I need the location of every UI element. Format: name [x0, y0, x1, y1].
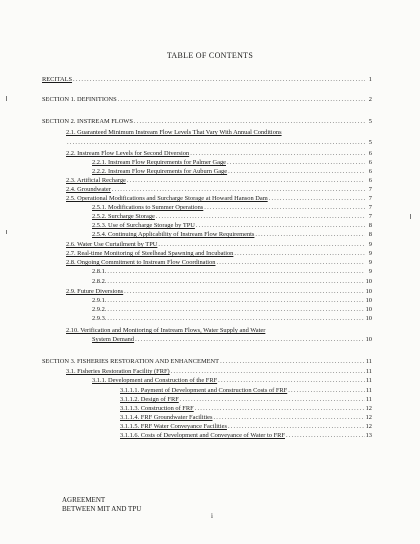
toc-entry-page: 10: [365, 278, 372, 285]
toc-entry: [66, 177, 372, 185]
toc-entry: [66, 368, 372, 376]
toc-entry-label: 3.1.1.5. FRF Water Conveyance Facilities: [120, 423, 227, 430]
toc-entry: [92, 231, 372, 239]
toc-entry-page: 7: [368, 213, 372, 220]
toc-entry: [66, 327, 372, 335]
toc-entry-label: SECTION 3. FISHERIES RESTORATION AND ENHANCEMENT: [42, 358, 220, 365]
toc-entry-page: 11: [365, 396, 372, 403]
toc-entry-page: 9: [368, 268, 372, 275]
toc-entry-page: 12: [365, 405, 372, 412]
toc-entry: [92, 278, 372, 286]
toc-entry-page: 6: [368, 168, 372, 175]
dot-leader: [171, 368, 365, 376]
toc-entry: [66, 241, 372, 249]
toc-entry-page: 11: [365, 358, 372, 365]
toc-entry-label: 2.6. Water Use Curtailment by TPU: [66, 241, 158, 248]
toc-entry: [42, 118, 372, 126]
toc-entry-page: 5: [368, 139, 372, 146]
toc-entry-page: 7: [368, 186, 372, 193]
toc-entry: [92, 377, 372, 385]
dot-leader: [158, 241, 365, 249]
toc-entry-label: 3.1.1. Development and Construction of the FRF: [92, 377, 218, 384]
toc-entry-label: 2.9. Future Diversions: [66, 288, 124, 295]
toc-entry-label: 3.1.1.1. Payment of Development and Construction Costs of FRF: [120, 387, 288, 394]
toc-entry: [92, 213, 372, 221]
toc-entry-label: 2.2. Instream Flow Levels for Second Diversion: [66, 150, 190, 157]
dot-leader: [118, 96, 365, 104]
dot-leader: [67, 139, 365, 147]
toc-entry-label: RECITALS: [42, 76, 73, 83]
toc-entry-page: 2: [368, 96, 372, 103]
toc-entry: [66, 195, 372, 203]
toc-entry: [42, 96, 372, 104]
toc-entry-label: 2.8.1.: [92, 268, 107, 275]
toc-entry: [66, 139, 372, 147]
toc-entry-label: SECTION 2. INSTREAM FLOWS: [42, 118, 133, 125]
dot-leader: [180, 396, 365, 404]
dot-leader: [107, 297, 364, 305]
toc-entry-label: 2.5. Operational Modifications and Surcharge Storage at Howard Hanson Dam: [66, 195, 268, 202]
toc-entry: [120, 423, 372, 431]
dot-leader: [135, 336, 365, 344]
toc-entry: [66, 129, 372, 137]
toc-entry: [92, 268, 372, 276]
toc-entry: [92, 306, 372, 314]
toc-entry-label: 3.1.1.3. Construction of FRF: [120, 405, 194, 412]
toc-entry-page: 10: [365, 306, 372, 313]
dot-leader: [216, 259, 365, 267]
toc-entry-label: 2.3. Artificial Recharge: [66, 177, 126, 184]
toc-entry: [92, 159, 372, 167]
toc-entry-label: 2.9.3.: [92, 315, 107, 322]
toc-entry-page: 5: [368, 118, 372, 125]
scan-edge-mark: [6, 96, 7, 101]
dot-leader: [218, 377, 365, 385]
toc-entry-page: 9: [368, 241, 372, 248]
toc-entry: [92, 204, 372, 212]
toc-entry-page: 11: [365, 377, 372, 384]
toc-entry-label: 2.5.1. Modifications to Summer Operations: [92, 204, 204, 211]
scan-edge-mark: [410, 214, 411, 219]
toc-entry: [120, 396, 372, 404]
toc-entry-label: 2.5.3. Use of Surcharge Storage by TPU: [92, 222, 195, 229]
dot-leader: [156, 213, 365, 221]
toc-entry-page: 11: [365, 387, 372, 394]
toc-entry-label: 3.1.1.6. Costs of Development and Conveyance of Water to FRF: [120, 432, 285, 439]
toc-entry-page: 13: [365, 432, 372, 439]
toc-entry-page: 7: [368, 204, 372, 211]
toc-entry: [92, 336, 372, 344]
toc-entry-page: 9: [368, 250, 372, 257]
toc-entry: [120, 405, 372, 413]
toc-entry-label: 2.2.2. Instream Flow Requirements for Auburn Gage: [92, 168, 228, 175]
dot-leader: [112, 186, 365, 194]
dot-leader: [269, 195, 365, 203]
toc-entry: [66, 250, 372, 258]
toc-entry-page: 12: [365, 423, 372, 430]
toc-entry-page: 6: [368, 150, 372, 157]
toc-entry-page: 10: [365, 336, 372, 343]
toc-entry: [66, 150, 372, 158]
toc-entry-label: 2.9.2.: [92, 306, 107, 313]
toc-entry-label: 2.9.1.: [92, 297, 107, 304]
scan-edge-mark: [6, 230, 7, 234]
toc-entry: [66, 186, 372, 194]
dot-leader: [227, 159, 365, 167]
toc-entry-label: SECTION 1. DEFINITIONS: [42, 96, 117, 103]
toc-entry: [42, 358, 372, 366]
toc-entry-label: 3.1. Fisheries Restoration Facility (FRF): [66, 368, 170, 375]
dot-leader: [107, 268, 365, 276]
toc-entry-page: 8: [368, 222, 372, 229]
page-title: TABLE OF CONTENTS: [166, 51, 254, 60]
toc-entry-label: 3.1.1.4. FRF Groundwater Facilities: [120, 414, 213, 421]
toc-entry-page: 9: [368, 259, 372, 266]
toc-entry-page: 11: [365, 368, 372, 375]
toc-entry-label: System Demand: [92, 336, 135, 343]
dot-leader: [134, 118, 365, 126]
toc-entry-page: 8: [368, 231, 372, 238]
toc-entry: [92, 315, 372, 323]
dot-leader: [107, 315, 364, 323]
toc-entry: [92, 168, 372, 176]
toc-entry-page: 10: [365, 288, 372, 295]
toc-entry-label: 3.1.1.2. Design of FRF: [120, 396, 179, 403]
toc-entry-label: 2.1. Guaranteed Minimum Instream Flow Levels That Vary With Annual Conditions: [66, 129, 282, 136]
dot-leader: [228, 423, 365, 431]
dot-leader: [234, 250, 365, 258]
toc-entry: [66, 288, 372, 296]
toc-entry: [120, 414, 372, 422]
toc-entry-label: 2.5.4. Continuing Applicability of Instream Flow Requirements: [92, 231, 255, 238]
toc-entry-label: 2.8.2.: [92, 278, 107, 285]
dot-leader: [124, 288, 364, 296]
toc-entry-label: 2.8. Ongoing Commitment to Instream Flow Coordination: [66, 259, 216, 266]
dot-leader: [228, 168, 365, 176]
dot-leader: [220, 358, 365, 366]
dot-leader: [73, 76, 365, 84]
toc-entry-label: 2.7. Real-time Monitoring of Steelhead Spawning and Incubation: [66, 250, 234, 257]
toc-entry: [120, 432, 372, 440]
toc-entry: [92, 222, 372, 230]
dot-leader: [286, 432, 365, 440]
toc-entry-label: 2.10. Verification and Monitoring of Instream Flows, Water Supply and Water: [66, 327, 266, 334]
dot-leader: [195, 405, 365, 413]
dot-leader: [107, 278, 364, 286]
toc-entry: [92, 297, 372, 305]
toc-entry-page: 6: [368, 159, 372, 166]
toc-entry-page: 10: [365, 315, 372, 322]
toc-entry-page: 7: [368, 195, 372, 202]
toc-entry: [66, 259, 372, 267]
toc-entry-label: 2.5.2. Surcharge Storage: [92, 213, 155, 220]
toc-entry-label: 2.4. Groundwater: [66, 186, 111, 193]
page-number: i: [211, 512, 213, 520]
footer-line-2: BETWEEN MIT AND TPU: [62, 505, 142, 513]
toc-entry: [120, 387, 372, 395]
dot-leader: [190, 150, 365, 158]
dot-leader: [127, 177, 365, 185]
dot-leader: [196, 222, 365, 230]
toc-entry-page: 6: [368, 177, 372, 184]
toc-entry-page: 1: [368, 76, 372, 83]
dot-leader: [204, 204, 365, 212]
dot-leader: [288, 387, 365, 395]
dot-leader: [107, 306, 364, 314]
toc-entry-label: 2.2.1. Instream Flow Requirements for Palmer Gage: [92, 159, 226, 166]
dot-leader: [255, 231, 365, 239]
toc-entry-page: 10: [365, 297, 372, 304]
dot-leader: [213, 414, 364, 422]
footer-line-1: AGREEMENT: [62, 496, 106, 504]
toc-entry-page: 12: [365, 414, 372, 421]
toc-entry: [42, 76, 372, 84]
